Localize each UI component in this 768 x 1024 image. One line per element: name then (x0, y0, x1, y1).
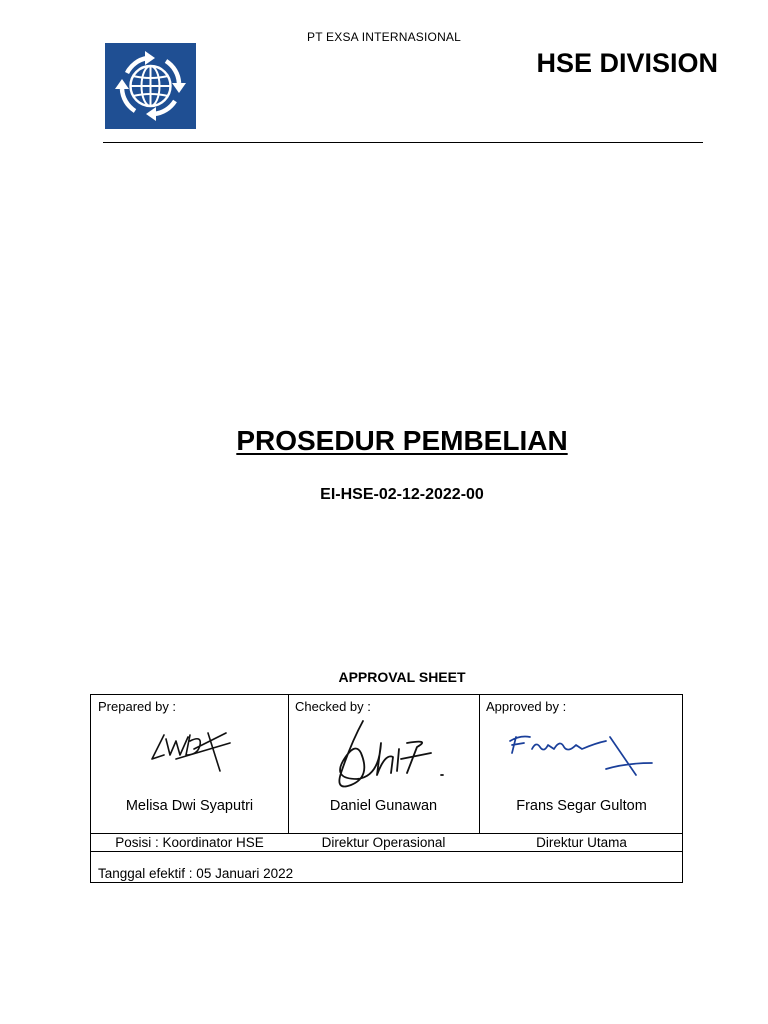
checked-by-label: Checked by : (295, 699, 371, 714)
approval-sheet-title: APPROVAL SHEET (338, 669, 466, 685)
signature-approved-icon (506, 725, 656, 785)
approved-by-name: Frans Segar Gultom (516, 798, 647, 814)
prepared-by-label: Prepared by : (98, 699, 177, 714)
approved-by-position: Direktur Utama (536, 835, 627, 850)
header-divider (103, 142, 703, 143)
globe-arrows-logo-icon (105, 43, 196, 129)
row-divider (91, 851, 682, 852)
signature-prepared-icon (146, 725, 236, 775)
document-title: PROSEDUR PEMBELIAN (236, 425, 568, 456)
document-code: EI-HSE-02-12-2022-00 (320, 486, 484, 503)
division-title: HSE DIVISION (536, 48, 718, 78)
company-name: PT EXSA INTERNASIONAL (306, 30, 462, 44)
approval-table (90, 694, 683, 883)
prepared-by-position: Posisi : Koordinator HSE (115, 835, 264, 850)
row-divider (91, 833, 682, 834)
signature-checked-icon (321, 713, 461, 799)
prepared-by-name: Melisa Dwi Syaputri (125, 798, 254, 814)
checked-by-name: Daniel Gunawan (329, 798, 438, 814)
approved-by-label: Approved by : (486, 699, 567, 714)
checked-by-position: Direktur Operasional (321, 835, 446, 850)
effective-date: Tanggal efektif : 05 Januari 2022 (98, 866, 294, 881)
